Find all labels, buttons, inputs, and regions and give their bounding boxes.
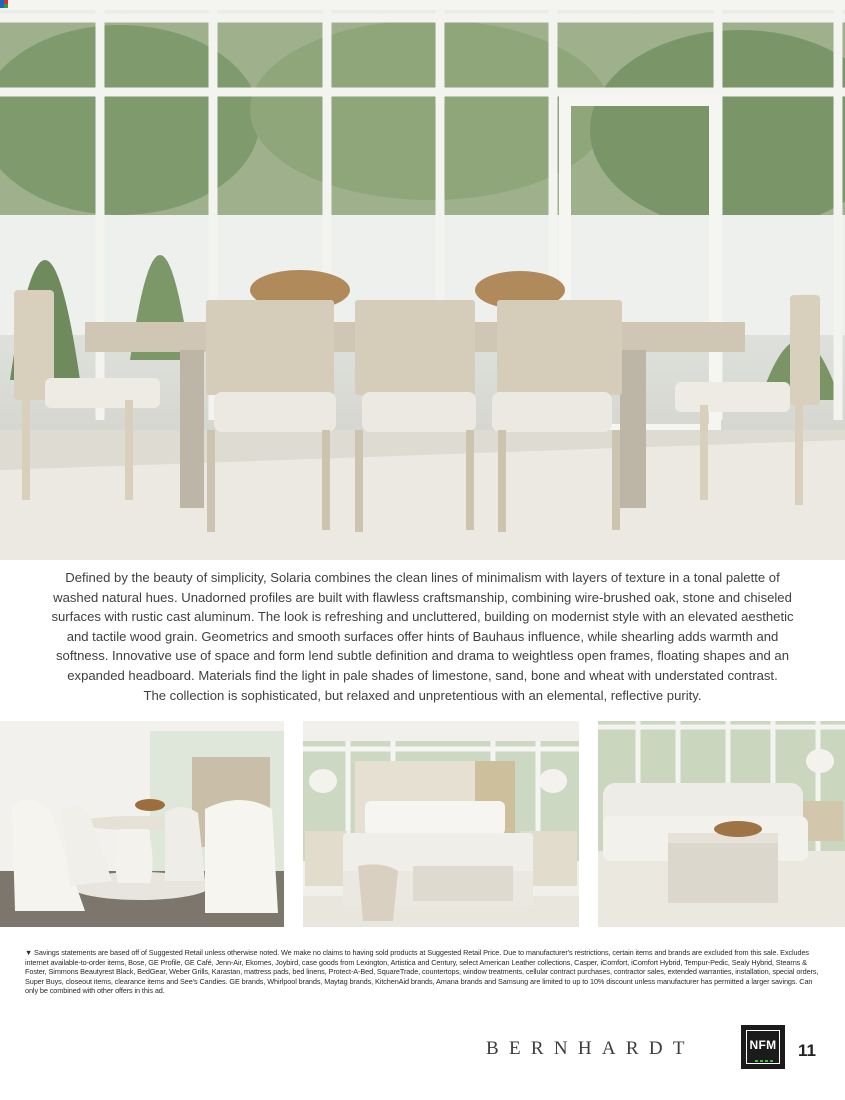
description-paragraph: Defined by the beauty of simplicity, Solaria combines the clean lines of minimalism with layers of texture in a tonal palette of washed natural hues. Unadorned profiles are built with flawless craftsmanship, combining wire-brushed oak, stone and chiseled surfaces with rustic cast aluminum. The look is refreshing and uncluttered, building on modernist style with an elevated aesthetic and tactile wood grain. Geometrics and smooth surfaces offer hints of Bauhaus influence, while shearling adds warmth and softness. Innovative use of space and form lend subtle definition and drama to weightless open frames, floating shapes and an expanded headboard. Materials find the light in pale shades of limestone, sand, bone and wheat with understated contrast. bbox=[51, 570, 794, 683]
nfm-corner-icon bbox=[0, 0, 8, 8]
nfm-logo-dots bbox=[755, 1060, 773, 1062]
dining-scene bbox=[0, 721, 284, 927]
bedroom-scene bbox=[303, 721, 579, 927]
nfm-logo bbox=[741, 1025, 785, 1069]
description-closing: The collection is sophisticated, but relaxed and unpretentious with an elemental, reflective purity. bbox=[143, 687, 702, 703]
collection-description bbox=[50, 568, 795, 705]
thumbnail-bedroom bbox=[303, 721, 579, 927]
legal-disclaimer: ▼ Savings statements are based off of Suggested Retail unless otherwise noted. We make no claims to having sold products at Suggested Retail Price. Due to manufacturer's restrictions, certain items and brands are excluded from this sale. Excludes internet available-to-order items, Bose, GE Profile, GE Café, Jenn-Air, Ekornes, Joybird, case goods from Lexington, Artistica and Century, select American Leather collections, Casper, iComfort, iComfort Hybrid, Tempur-Pedic, Sealy Hybrid, Stearns & Foster, Simmons Beautyrest Black, BedGear, Weber Grills, Karastan, mattress pads, bed linens, Protect-A-Bed, SquareTrade, countertops, window treatments, cellular contract purchases, contractor sales, extended warranties, installation, special orders, Super Buys, closeout items, clearance items and See's Candies. GE brands, Whirlpool brands, Maytag brands, KitchenAid brands, Amana brands and Samsung are limited to up to 10% discount unless manufacturer has permitted a larger savings. Can only be combined with other offers in this ad. bbox=[25, 948, 819, 996]
living-scene bbox=[598, 721, 845, 927]
brand-logo: BERNHARDT bbox=[486, 1038, 695, 1059]
thumbnail-living bbox=[598, 721, 845, 927]
nfm-logo-text: NFM bbox=[749, 1038, 777, 1052]
page-number: 11 bbox=[798, 1041, 816, 1060]
thumbnail-dining bbox=[0, 721, 284, 927]
